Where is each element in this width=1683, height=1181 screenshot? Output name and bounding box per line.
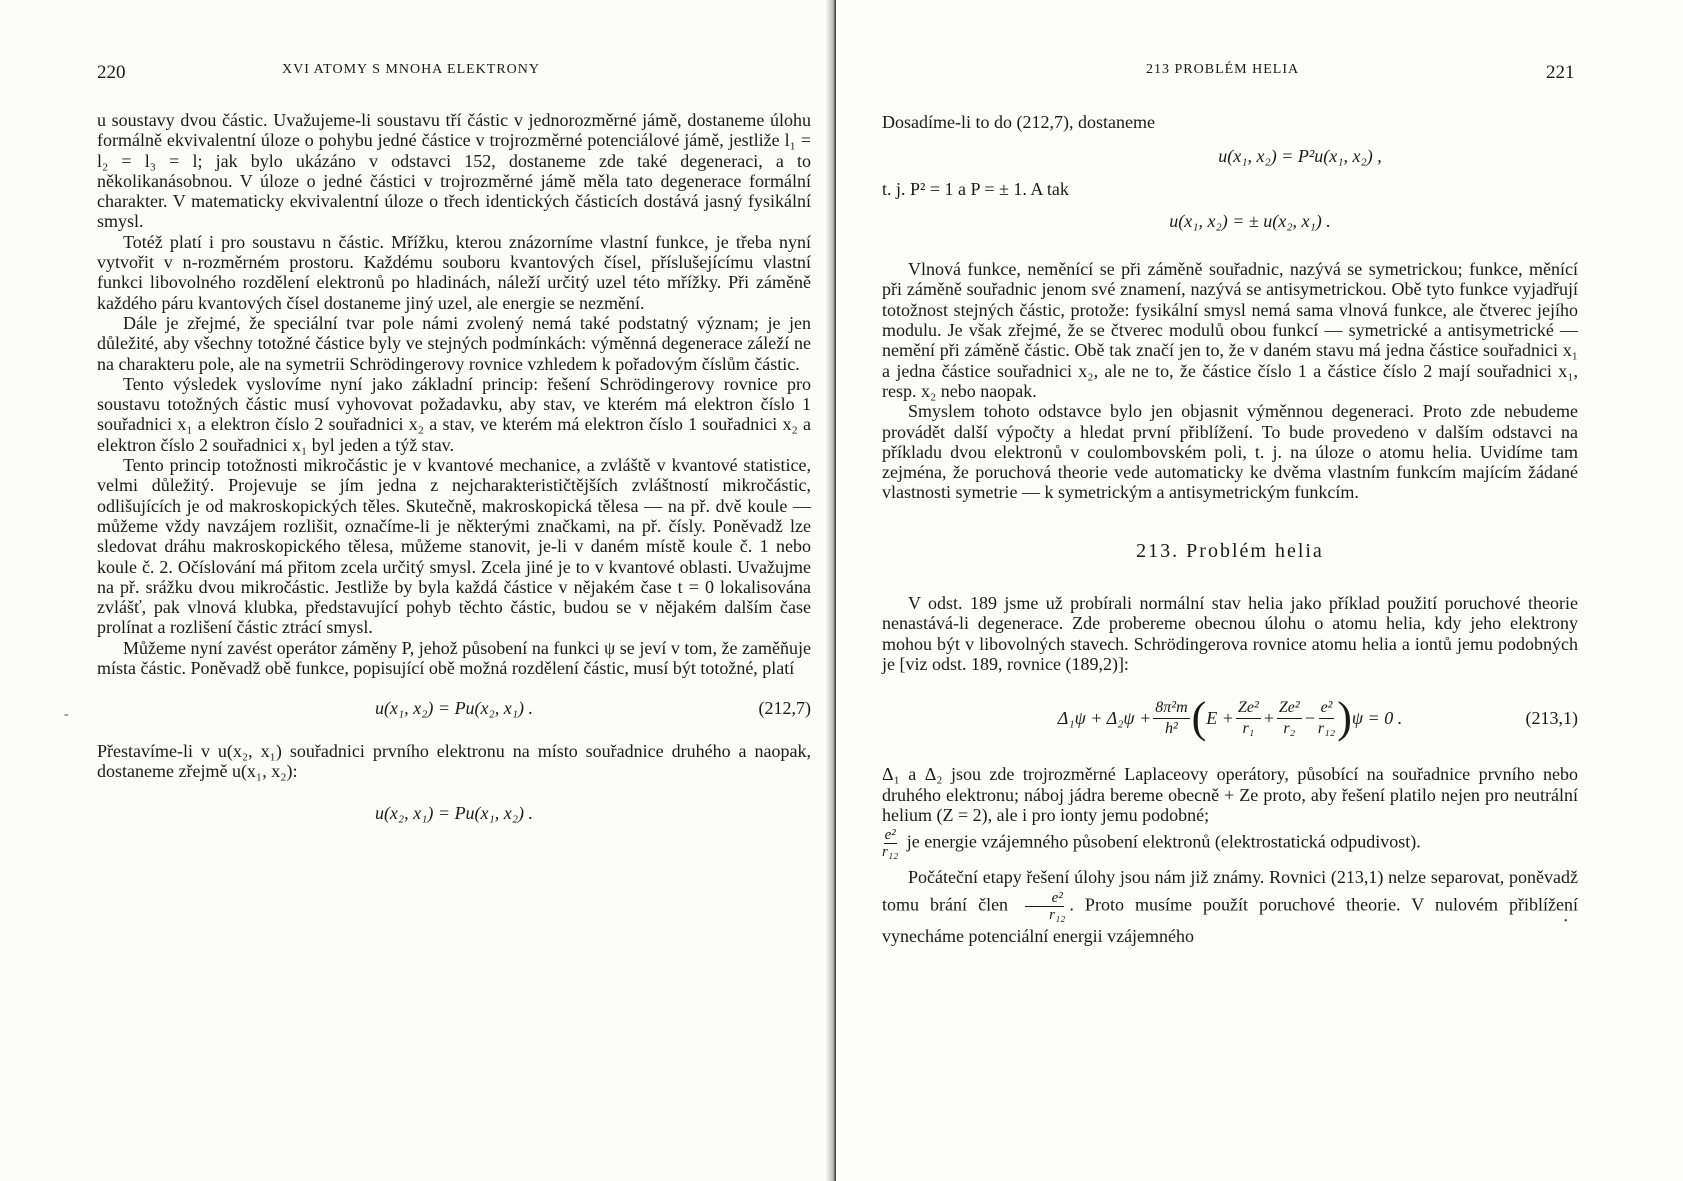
fraction-numerator: e² [1025,890,1064,907]
page-number-right: 221 [1546,62,1575,83]
equation-rhs: ψ = 0 . [1351,708,1403,729]
minus-sign: − [1303,708,1316,729]
fraction-numerator: e² [884,827,896,844]
paragraph: Dosadíme-li to do (212,7), dostaneme [882,112,1155,132]
paragraph: Δ₁ a Δ₂ jsou zde trojrozměrné Laplaceovy operátory, působící na souřadnice prvního nebo druhého elektronu; náboj jádra bereme obecně + Ze proto, aby řešení platilo nejen pro neutrální helium (Z = 2), ale i pro ionty jemu podobné; [882,764,1578,825]
potential-term-1 [1236,698,1261,739]
inline-fraction [1023,890,1065,923]
margin-dot: • [1564,916,1568,927]
equation-number: (212,7) [758,698,811,719]
plus-sign: + [1262,708,1275,729]
fraction-denominator: h² [1165,719,1178,737]
equation-p-squared [882,146,1578,166]
fraction-denominator: r₁₂ [1049,907,1066,924]
energy-paragraph [882,827,1578,860]
paragraph: Smyslem tohoto odstavce bylo jen objasnit výměnnou degeneraci. Proto zde nebudeme provádět další výpočty a hledat první přiblížení. To bude provedeno v dalším odstavci na příkladu dvou elektronů v coulombovském poli, t. j. na úloze o atomu helia. Uvidíme tam zejména, že poruchová theorie vede automaticky ke dvěma vlastním funkcím majícím žádané vlastnosti symetrie — k symetrickým a antisymetrickým funkcím. [882,401,1578,503]
text-run: Počáteční etapy řešení úlohy jsou nám již známy. Rovnici (213,1) nelze separovat, poněvadž tomu brání člen [882,867,1578,915]
equation-swap [97,803,811,823]
paragraph: Můžeme nyní zavést operátor záměny P, jehož působení na funkci ψ se jeví v tom, že zaměňuje místa částic. Poněvadž obě funkce, popisující obě možná rozdělení částic, musí být totožné, platí [97,637,811,679]
fraction-denominator: r₂ [1283,719,1296,737]
right-paren: ) [1337,693,1352,743]
paragraph: t. j. P² = 1 a P = ± 1. A tak [882,178,1069,199]
paragraph: V odst. 189 jsme už probírali normální stav helia jako příklad použití poruchové theorie nenastává-li degenerace. Zde probereme obecnou úlohu o atomu helia, kdy jeho elektrony mohou být v libovolných stavech. Schrödingerova rovnice atomu helia a iontů jemu podobných je [viz odst. 189, rovnice (189,2)]: [882,593,1578,674]
potential-term-2 [1277,698,1302,739]
fraction-numerator: Ze² [1236,698,1261,719]
paragraph: Totéž platí i pro soustavu n částic. Mřížku, kterou znázorníme vlastní funkce, je třeba nyní vytvořit v n-rozměrném prostoru. Každému souboru kvantových čísel, příslušejícímu vlastní funkci libovolného rozdělení elektronů po hladinách, náleží určitý uzel této mřížky. Při záměně každého páru kvantových čísel dostaneme jiný uzel, ale energie se nezmění. [97,231,811,313]
page-number-left: 220 [97,62,126,83]
section-heading: 213. Problém helia [1136,539,1324,562]
fraction-denominator: r₁₂ [1317,719,1336,737]
equation-symmetry [882,211,1578,231]
inline-fraction [882,827,898,860]
fraction-denominator: r₁ [1242,719,1255,737]
energy-text: je energie vzájemného působení elektronů (elektrostatická odpudivost). [906,831,1421,852]
equation-212-7 [97,698,811,718]
fraction-numerator: Ze² [1277,698,1302,719]
equation-lhs: Δ₁ψ + Δ₂ψ + [1057,708,1152,729]
margin-mark: - [64,707,69,722]
fraction-numerator: e² [1319,698,1335,719]
fraction-numerator: 8π²m [1153,698,1189,719]
equation-text: u(x₁, x₂) = Pu(x₂, x₁) . [374,698,534,719]
equation-text: u(x₁, x₂) = ± u(x₂, x₁) . [1169,210,1331,231]
fraction-denominator: r₁₂ [882,844,899,861]
text-run: . Proto musíme použít poruchové theorie. V nulovém přiblížení vynecháme potenciální energii vzájemného [882,894,1579,947]
running-head-right: 213 PROBLÉM HELIA [1146,62,1300,77]
paragraph: Přestavíme-li v u(x₂, x₁) souřadnici prvního elektronu na místo souřadnice druhého a naopak, dostaneme zřejmě u(x₁, x₂): [97,740,811,781]
last-paragraph [882,864,1578,949]
paragraph: Tento výsledek vyslovíme nyní jako základní princip: řešení Schrödingerovy rovnice pro soustavu totožných částic musí vyhovovat požadavku, aby stav, ve kterém má elektron číslo 1 souřadnici x₁ a elektron číslo 2 souřadnici x₂ a stav, ve kterém má elektron číslo 1 souřadnici x₂ a elektron číslo 2 souřadnici x₁ byl jeden a týž stav. [97,373,811,455]
paragraph: Vlnová funkce, neměnící se při záměně souřadnic, nazývá se symetrickou; funkce, měnící při záměně souřadnic jenom své znamení, nazývá se antisymetrickou. Obě tyto funkce vyjadřují totožnost stejných částic, protože: fysikální smysl nemá sama vlnová funkce, ale čtverec jejího modulu. Je však zřejmé, že se čtverec modulů obou funkcí — symetrické a antisymetrické — nemění při záměně částic. Obě tak značí jen to, že v daném stavu má jedna částice souřadnici x₁ a jedna částice souřadnici x₂, ale ne to, že částice číslo 1 a částice číslo 2 mají souřadnici x₁, resp. x₂ nebo naopak. [882,259,1578,401]
equation-213-1 [882,688,1578,748]
coefficient-fraction [1153,698,1189,739]
paragraph: u soustavy dvou částic. Uvažujeme-li soustavu tří částic v jednorozměrné jámě, dostaneme úlohu formálně ekvivalentní úloze o pohybu jedné částice v trojrozměrné potenciálové jámě, jestliže l₁ = l₂ = l₃ = l; jak bylo ukázáno v odstavci 152, dostaneme zde také degeneraci, a to několikanásobnou. V úloze o jedné částici v trojrozměrné jámě měla tato degenerace formální charakter. V matematicky ekvivalentní úloze o třech identických částicích dostává jasný fysikální smysl. [97,110,811,232]
left-page [0,0,836,1181]
paragraph: Dále je zřejmé, že speciální tvar pole námi zvolený nemá také podstatný význam; je jen důležité, aby všechny totožné částice byly ve stejných podmínkách: výměnná degenerace záleží ne na charakteru pole, ale na symetrii Schrödingerovy rovnice vzhledem k pořadovým číslům částic. [97,312,811,374]
interaction-term [1318,698,1335,739]
left-paren: ( [1191,693,1207,743]
right-text-column [882,112,1578,949]
energy-term: E + [1206,708,1234,729]
equation-text: u(x₁, x₂) = P²u(x₁, x₂) , [1218,146,1382,167]
equation-number: (213,1) [1525,708,1578,729]
equation-text: u(x₂, x₁) = Pu(x₁, x₂) . [374,803,534,824]
paragraph: Tento princip totožnosti mikročástic je v kvantové mechanice, a zvláště v kvantové statistice, velmi důležitý. Projevuje se jím jedna z nejcharakterističtějších zvláštností mikročástic, odlišujících je od makroskopických těles. Skutečně, makroskopická tělesa — na př. dvě koule — můžeme vždy navzájem rozlišit, označíme-li je některými značkami, na př. čísly. Poněvadž lze sledovat dráhu makroskopického tělesa, můžeme stanovit, je-li v daném místě koule č. 1 nebo koule č. 2. Očíslování má přitom zcela určitý smysl. Zcela jiné je to v kvantové oblasti. Uvažujme na př. srážku dvou mikročástic. Jestliže by byla každá částice v nějakém čase t = 0 lokalisována zvlášť, pak vlnová klubka, představující pohyb těchto částic, budou se v nějakém dalším čase prolínat a rozlišení částic ztrácí smysl. [97,455,811,638]
running-head-left: XVI ATOMY S MNOHA ELEKTRONY [282,62,541,77]
left-text-column [97,110,811,824]
